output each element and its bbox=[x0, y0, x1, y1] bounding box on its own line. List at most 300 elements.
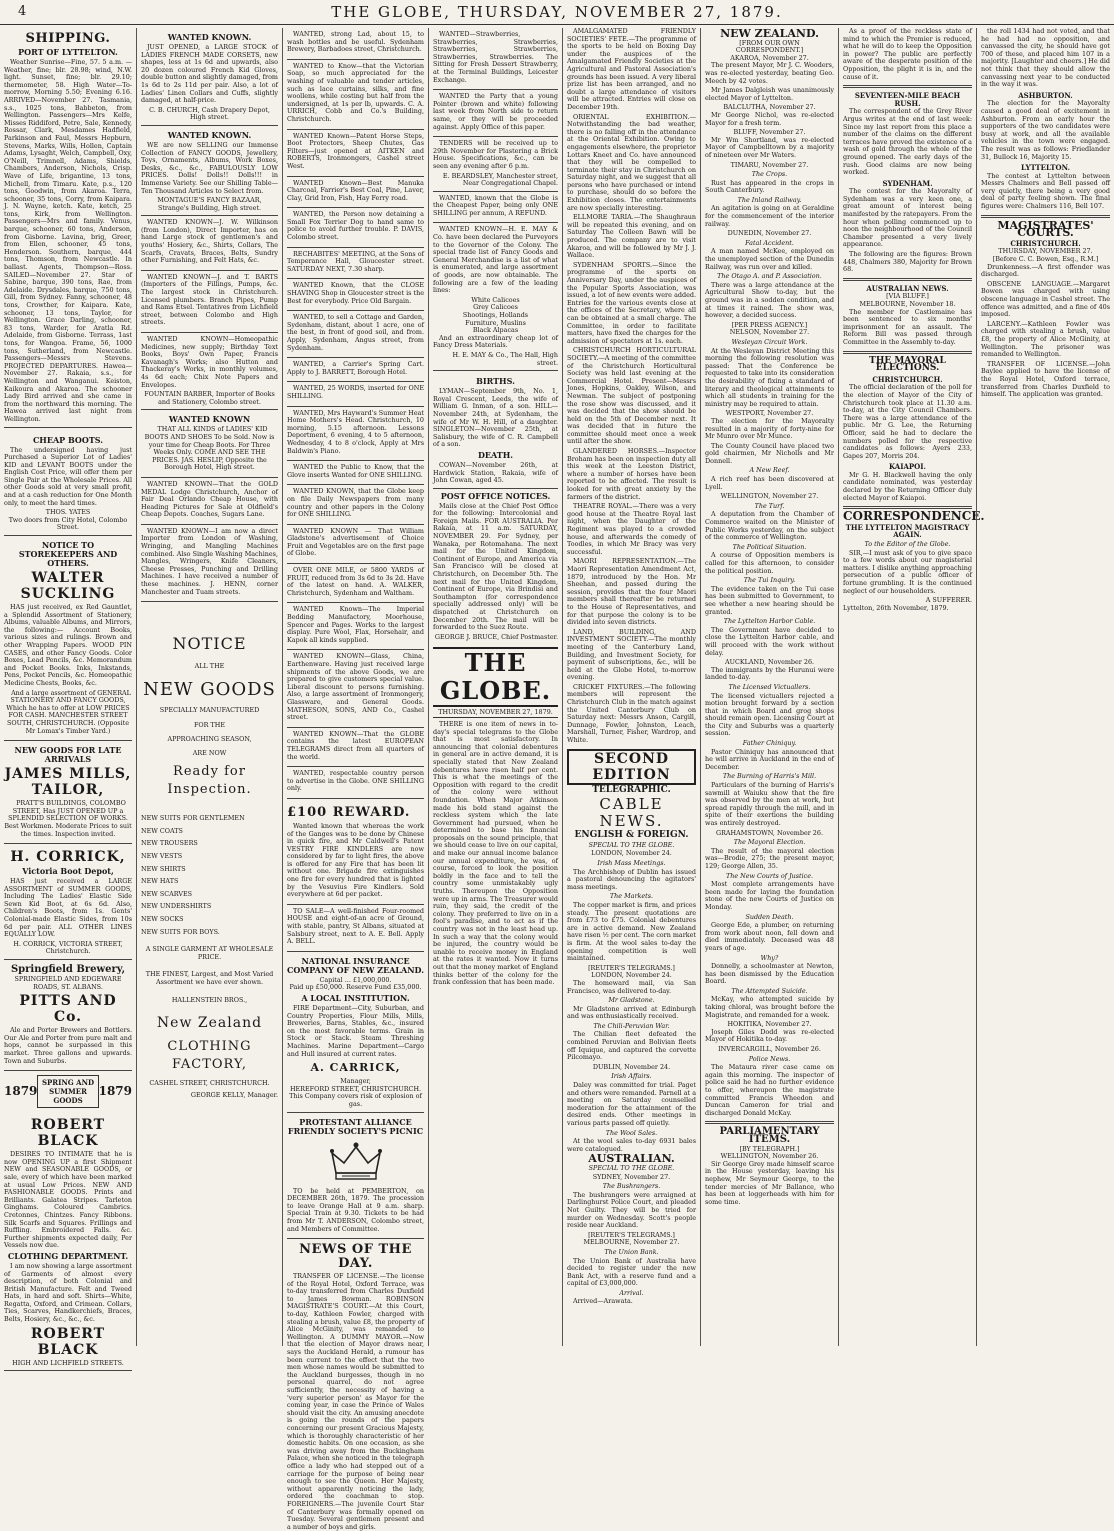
editorial-dateline: THURSDAY, NOVEMBER 27, 1879. bbox=[433, 709, 558, 718]
church-corsets-ad bbox=[141, 28, 278, 126]
ad-text: WANTED to Know—that the Victorian Soap, so much appreciated for the washing of valuable and tender articles, such as lace curtains, silks, and fine woollens, while costing but half from the undersigned, at 1s per lb, upwards. C. A. URRICH, Cobb and Co.'s Building, Christchurch. bbox=[287, 61, 424, 123]
ad-text: WANTED, 25 WORDS, inserted for ONE SHILLING. bbox=[287, 384, 424, 400]
divider bbox=[843, 278, 972, 281]
story-text: The member for Castlemaine has been sentenced to six months' imprisonment for an assault. The Reform Bill was passed through Committee in the Assembly to-day. bbox=[843, 307, 972, 346]
second-edition-banner: SECOND EDITION bbox=[567, 749, 696, 785]
dateline: AUCKLAND, November 26. bbox=[724, 658, 815, 667]
news-item: THEATRE ROYAL.—There was a very good house at the Theatre Royal last night, when the Daughter of the Regiment was played to a crowded house, and afterwards the comedy of Toodles, in which Mr Bracy was very successful. bbox=[567, 502, 696, 556]
classified-ad bbox=[433, 28, 558, 90]
dateline: TIMARU, November 27. bbox=[730, 160, 809, 169]
classified-ad bbox=[433, 192, 558, 224]
dateline: WESTPORT, November 27. bbox=[725, 409, 814, 418]
suckling-ad bbox=[4, 536, 132, 741]
ad-text: WANTED KNOWN—H. E. MAY & Co. have been declared the Purveyors to the Governor of the Colony. The special trade list of Fancy Goods and General Merchandise is a list of what is enumerated, and large assortment of goods, are now obtainable. The following are a few of the leading lines: bbox=[433, 225, 558, 295]
editorial-masthead: THE GLOBE. bbox=[433, 647, 558, 707]
ad-heading: WANTED KNOWN. bbox=[167, 32, 252, 42]
story-text: The bushrangers were arraigned at Darlinghurst Police Court, and pleaded Not Guilty. They will be tried for murder on Wednesday. Scott's people reside near Auckland. bbox=[567, 1190, 696, 1230]
ad-text: WANTED KNOWN—J. and T. BARTS (Importers of the Fillings, Pumps, &c. The largest stock in Christchurch. Licensed plumbers. Branch Pipes, Pump and Rams Etsel. Tentatives from Lichfield street, between Colombo and High streets. bbox=[141, 272, 278, 327]
story-text: The result of the mayoral election was—Brodie, 275; the present mayor, 129; George Allen, 35. bbox=[705, 846, 834, 870]
suits-list-item: NEW SCARVES bbox=[141, 889, 192, 898]
ad-text: OVER ONE MILE, or 5800 YARDS of FRUIT, reduced from 3s 6d to 3s 2d. Have of the latest on hand. A. WALKER, Christchurch, Sydenham and Waltham. bbox=[287, 566, 424, 597]
story-text: Arrived—Arawata. bbox=[573, 1297, 633, 1306]
montague-ad bbox=[141, 126, 278, 216]
hallenstein-ad bbox=[141, 602, 278, 1102]
story-heading: The Lyttelton Harbor Cable. bbox=[723, 617, 816, 626]
story-text: A rich reef has been discovered at Lyell. bbox=[705, 475, 834, 491]
barts-ad bbox=[141, 271, 278, 333]
dateline: MELBOURNE, November 27. bbox=[583, 1238, 680, 1247]
dateline: LONDON, November 24. bbox=[591, 849, 672, 858]
advertiser-name: JAMES MILLS, TAILOR, bbox=[4, 766, 132, 799]
dateline: BLUFF, November 27. bbox=[733, 128, 806, 137]
suits-list-item: NEW SUITS FOR GENTLEMEN bbox=[141, 814, 245, 823]
classified-ad bbox=[287, 767, 424, 799]
ad-signature: C. B. CHURCH, Cash Drapery Depot, High street. bbox=[149, 105, 270, 122]
corrick-ad bbox=[4, 844, 132, 960]
suits-list-item: NEW SUITS FOR BOYS. bbox=[141, 927, 220, 936]
story-heading: SEVENTEEN-MILE BEACH RUSH. bbox=[854, 91, 961, 108]
news-item: CRICKET FIXTURES.—The following members will represent the Christchurch Club in the match against the United Canterbury Club on Saturday next: Messrs Anson, Cargill, Dunnage, Fowler, Johnston, Leach, Marshall, Turner, Fisher, Wardrop, and White. bbox=[567, 682, 696, 745]
story-text: Sir George Grey made himself scarce in the House yesterday, leaving his nephew, Mr Seymour George, to the tender mercies of Mr Ballance, who has been at loggerheads with him for some time. bbox=[705, 1159, 834, 1206]
story-heading: The Otago A. and P. Association. bbox=[717, 272, 822, 281]
story-text: At the Wesleyan District Meeting this morning the following resolution was passed: That the Conference be requested to take into its consideration the desirability of fixing a standard of literary and theological attainments to which all students in training for the ministry may be required to attain. bbox=[705, 346, 834, 408]
story-text: An agitation is going on at Geraldine for the commencement of the interior railway. bbox=[705, 204, 834, 228]
ad-line: THE FINEST, Largest, and Most Varied Assortment we have ever shown. bbox=[145, 970, 274, 986]
ad-text: I am now showing a large assortment of Garments of almost every description, of both Colonial and British Manufacture. Felt and Tweed Hats, in hard and soft. Shirts—White, Regatta, Oxford, and Crimean. Collars, Ties, Scarves, Handkerchiefs, Braces, Belts, Hosiery, &c., &c., &c. bbox=[4, 1261, 132, 1324]
classified-ad bbox=[287, 485, 424, 524]
story-text: There was a large attendance at the Agricultural Show to-day, but the ground was in a sodden condition, and at times it rained. The show was, however, a decided success. bbox=[705, 280, 834, 320]
advertiser-name: Springfield Brewery, bbox=[10, 964, 126, 976]
correspondence-heading: CORRESPONDENCE. bbox=[843, 509, 985, 524]
story-heading: The Union Bank. bbox=[604, 1247, 659, 1256]
divider bbox=[981, 215, 1110, 218]
letter-date: Lyttelton, 26th November, 1879. bbox=[843, 603, 949, 612]
court-case: LARCENY.—Kathleen Fowler was charged with stealing a brush, value £8, the property of Alice McGinity, at Wellington. The prisoner was remanded to Wellington. bbox=[981, 319, 1110, 359]
suits-list-item: NEW VESTS bbox=[141, 851, 183, 860]
source-credit: [FROM OUR OWN CORRESPONDENT.] bbox=[735, 38, 804, 55]
ad-signature: MONTAGUE'S FANCY BAZAAR, Strange's Building, High street. bbox=[157, 196, 262, 212]
ad-text-closing: And a large assortment of GENERAL STATIONERY AND FANCY GOODS, Which he has to offer at LOW PRICES FOR CASH. MANCHESTER STREET SOUTH, CHRISTCHURCH. (Opposite Mr Lomax's Timber Yard.) bbox=[6, 688, 131, 735]
advertiser-name: WALTER SUCKLING bbox=[20, 570, 116, 603]
court-bench: [Before C. C. Bowen, Esq., R.M.] bbox=[992, 255, 1099, 264]
leader-article: THERE is one item of news in to-day's special telegrams to the Globe that is most satisfactory. In announcing that colonial debentures in general are in active demand, it is specially stated that New Zealand debentures have risen half per cent. This is what the meetings of the Opposition with regard to the credit of the colony were without foundation. When Major Atkinson made his bold stand against the reckless system which the late Government had pursued, when he determined to base his financial proposals on the sound principle, that we should cease to live on our capital, and make our annual income balance our annual expenditure, he was, of course, forced to look the position boldly in the face and to tell the country some unmistakably ugly truths. Thereupon the Opposition were up in arms. The Treasurer would ruin, they said, the credit of the colony. They preferred to live on in a fool's paradise, and to act as if the country was not in the least head up. In such a way that the colony would be injured, the country would be unable to receive money in England at the rates it wanted. Now it turns out that the money market of England thinks better of the colony for the frank confession that has been made. bbox=[433, 719, 558, 987]
ad-text: TENDERS will be received up to 29th November for Plastering a Brick House. Specifications, &c., can be seen any evening after 6 p.m. bbox=[433, 139, 558, 170]
ad-signature: THOS. YATES bbox=[45, 508, 91, 517]
australian-heading: AUSTRALIAN. bbox=[588, 1152, 675, 1166]
ad-text: WANTED, Mrs Hayward's Summer Heat Home Mothers's Head. Christchurch, 10 morning, 5.15 afternoon. Lessons Deportment, 6 evening, 4 to 5 afternoon, Wednesday, 4 to 8 o'clock, Apply at Mrs Baldwin's Piano. bbox=[287, 408, 424, 455]
letter-text: SIR,—I must ask of you to give space to a few words about our magisterial matters. I dislike anything approaching persecution of a public officer of fortune grumbling. It is the continued neglect of our householders. bbox=[843, 548, 972, 595]
story-heading: Irish Mass Meetings. bbox=[597, 859, 666, 867]
advertiser-signature: ROBERT BLACK bbox=[30, 1325, 106, 1358]
column-6 bbox=[700, 28, 838, 1346]
news-item: ELLMORE TARIA.—The Shaughraun will be repeated this evening, and on Saturday The Colleen Bawn will be produced. The company are to visit Akaroa, and will be followed by Mr J. J. Wallace. bbox=[567, 213, 696, 260]
story-text: A course of Opposition members is called for this afternoon, to consider the political position. bbox=[705, 551, 834, 575]
story-heading: LYTTELTON. bbox=[1020, 163, 1071, 173]
classified-ad bbox=[287, 279, 424, 311]
story-heading: AUSTRALIAN NEWS. bbox=[866, 283, 949, 293]
deaths-heading: DEATH. bbox=[477, 449, 514, 460]
story-text: The Mataura river case came on again this morning. The inspector of police said he had no further evidence to offer, whereupon the magistrate committed Francis Wheedon and Duncan Cameron for trial and discharged Donald McKay. bbox=[705, 1063, 834, 1117]
ad-text: WANTED—Strawberries, Strawberries, Strawberries, Strawberries, Strawberries, Strawberries, Strawberries. The Sitting for Fresh Dessert Strawberry, at the Terminal Buildings, Leicester Exchange. bbox=[433, 30, 558, 84]
parliamentary-heading: PARLIAMENTARY ITEMS. bbox=[719, 1126, 820, 1145]
ad-text: TO be held at PEMBERTON, on DECEMBER 26th, 1879. The procession to leave Orange Hall at 9 a.m. sharp. Special Train at 9.30. Tickets to be had from Mr T. ANDERSON, Colombo street, and Members of Committee. bbox=[287, 1186, 424, 1233]
list-item: Furniture, Muslins bbox=[465, 318, 526, 327]
heslip-ad bbox=[141, 410, 278, 478]
ad-firm: HALLENSTEIN BROS., bbox=[171, 995, 248, 1004]
ad-subheading: A LOCAL INSTITUTION. bbox=[301, 993, 410, 1003]
ad-line: ALL THE bbox=[194, 662, 225, 671]
story-text: Donnelly, a schoolmaster at Newton, has been dismissed by the Education Board. bbox=[705, 962, 834, 986]
dateline: WELLINGTON, November 26. bbox=[720, 1152, 819, 1161]
ad-heading-ready: Ready for Inspection. bbox=[167, 764, 252, 798]
henn-ad bbox=[141, 525, 278, 602]
source-credit: [BY TELEGRAPH.] bbox=[739, 1144, 800, 1153]
news-of-the-day-heading: NEWS OF THE DAY. bbox=[299, 1242, 412, 1272]
crown-emblem-icon bbox=[326, 1139, 386, 1185]
ad-text: FIRE Department—City, Suburban, and Country Properties, Flour Mills, Mills, Breweries, Barns, Stables, &c., insured on the most favorable terms. Grain in Stock or Stack. Steam Threshing Machines. Marine Department—Cargo and Hull insured at current rates. bbox=[287, 1004, 424, 1058]
shipping-report: Weather Sunrise—Fine, 57. 5 a.m. —Weather, fine; blr. 28.98; wind, N.W. light. Sunset, fine; blr. 29.10; thermometer, 58. High Water—To-morrow, Morning 5.50; Evening 6.16. ARRIVED—November 27. Tasmania, s.s., 1025 tons, Babbeton, from Wellington. Passengers—Mrs Kelfe, Misses Riddiford, Petre, Sale, Kennedy, Rossar, Clark, Mesdames Hadfield, Parkinson and Faul, Messrs Hepburn, Stevens, Marks, Wills, Hollen, Captain Adams, Lysaght, Welch, Campbell, Oxy, O'Neill, Trimnell, Adams, Shields, Chambers, Anderson, Nichols, Crisp. Wave of Life, brigantine, 13 tons, Michell, from Timaru. Kate, p.s., 120 tons, Goodwin, from Akaroa. Terra, schooner, 35 tons, Corry, from Kaipara. J. N. Wayne, ketch. Kate, ketch, 25 tons, Kirk, from Wellington. Passengers—Mrs and family. Venus, barque, schooner, 60 tons, Anderson, from Gisborne. Lavina, brig, Greer, from Ellen, schooner, 45 tons, Henderson. Southern, barque, 444 tons, Thomson, from Newcastle. In ballast. Agents, Thompson—Ross. SAILED—November 27. Star of Sabine, barque, 390 tons, Rae, from Adelaide. Drysdales, barque, 750 tons, Gill, from Sydney. Fanny, schooner, 48 tons, Crowther, for Kaipara. Kate, schooner, 13 tons, Taylor, for Wellington. Grace Darling, schooner, 83 tons, Warder, for Aratla Rd. Adelaide, from Gisborne. Terrass, 1ast tons, for Wangoa. Frame, 56, 1000 tons, Sutherland, from Newcastle. Passengers—Messrs Stevens. PROJECTED DEPARTURES. Hawea—November 27. Rakaia, s.s., for Wellington and Wanganui. Keiston, Kaikoura and Akaroa. The schooner Lady Bird arrived and she came in from the northward this morning. The Hawea arrived last night from Wellington. bbox=[4, 58, 132, 423]
port-heading: PORT OF LYTTELTON. bbox=[18, 47, 118, 57]
ad-text: DESIRES TO INTIMATE that he is now OPENING UP a first Shipment NEW and SEASONABLE GOODS, or sale, every of which have been marked at usual Low Prices. NEW AND FASHIONABLE GOODS. Prints and Brilliants. Galatea Stripes. Tarleton Ginghams. Coloured Cambrics. Cretonnes, Chintzes. Fancy Ribbons. Silk Scarfs and Squares. Frillings and Ruffling. Embroidered Falls. &c. Further shipments expected daily, Per Vessels now due. bbox=[4, 1150, 132, 1250]
story-text: Mr James Dalgleish was unanimously elected Mayor of Lyttelton. bbox=[705, 86, 834, 102]
page-number: 4 bbox=[18, 4, 29, 19]
story-text: The contest at Lyttelton between Messrs Chalmers and Bell passed off very quietly, there being a very good deal of party feeling shown. The final figures were: Chalmers 116, Bell 107. bbox=[981, 171, 1110, 211]
column-4 bbox=[428, 28, 562, 1346]
story-text: As a proof of the reckless state of mind to which the Premier is reduced, what he will do to keep the Opposition in power? The public are perfectly aware of the desperate position of the Opposition, the plight it is in, and the cause of it. bbox=[843, 27, 972, 81]
advertiser-name: H. CORRICK, bbox=[10, 849, 126, 866]
dateline: INVERCARGILL, November 26. bbox=[718, 1045, 821, 1054]
ad-text: WANTED, the Person now detaining a Small Fox Terrier Dog to hand same to police to avoid further trouble. P. DAVIS, Colombo street. bbox=[287, 210, 424, 242]
column-8 bbox=[976, 28, 1114, 1346]
dateline: NELSON, November 27. bbox=[729, 328, 810, 337]
story-text: Pastor Chiniquy has announced that he will arrive in Auckland in the end of December. bbox=[705, 747, 834, 771]
story-text: The evidence taken on the Tui case has been submitted to Government, to see whether a new hearing should be granted. bbox=[705, 584, 834, 616]
gold-medal-ad bbox=[141, 478, 278, 525]
news-item: AMALGAMATED FRIENDLY SOCIETIES' FETE.—The programme of the sports to be held on Boxing Day under the auspices of the Amalgamated Friendly Societies at the Agricultural and Pastoral Association's grounds has been issued. A very liberal prize list has been arranged, and no doubt a large attendance of visitors will be attracted. Entries will close on December 19th. bbox=[567, 27, 696, 111]
births-text: LYMAN—September 9th, No. 1, Royal Crescent, Leeds, the wife of William G. Inman, of a son. HILL—November 24th, at Sydenham, the wife of Mr W. H. Hill, of a daughter. SINGLETON—November 25th, at Salisbury, the wife of C. R. Campbell of a son. bbox=[433, 387, 558, 449]
story-heading: The Turf. bbox=[754, 501, 785, 510]
classified-ad bbox=[287, 130, 424, 177]
story-text: The present Mayor, Mr J. C. Wooders, was re-elected yesterday, beating Geo. Meech by 42 votes. bbox=[705, 61, 834, 85]
suits-list bbox=[141, 815, 278, 936]
ad-line: ARE NOW bbox=[192, 748, 227, 757]
classified-ad bbox=[287, 650, 424, 727]
divider bbox=[4, 427, 132, 428]
ad-heading: NEW GOODS FOR LATE ARRIVALS bbox=[14, 745, 122, 765]
ad-line-factory: CLOTHING FACTORY, bbox=[167, 1039, 252, 1073]
ad-heading: WANTED KNOWN. bbox=[167, 129, 252, 140]
ad-text: And an extraordinary cheap lot of Fancy Dress Materials. bbox=[433, 333, 558, 350]
letter-salutation: To the Editor of the Globe. bbox=[864, 540, 951, 549]
ad-line: SPECIALLY MANUFACTURED bbox=[159, 705, 260, 714]
classified-ad bbox=[287, 248, 424, 280]
ad-signature: FOUNTAIN BARBER, Importer of Books and Stationery, Colombo street. bbox=[144, 390, 275, 406]
ad-address: SPRINGFIELD AND EDGEWARE ROADS, ST. ALBANS. bbox=[14, 975, 122, 991]
story-text: Mr Gladstone arrived at Edinburgh and was enthusiastically received. bbox=[567, 1004, 696, 1021]
story-heading: ASHBURTON. bbox=[1018, 90, 1073, 100]
may-ad bbox=[433, 223, 558, 371]
ad-text: HAS just received a LARGE ASSORTMENT of SUMMER GOODS, Including The Ladies' Elastic Side Sewn Kid Boot, at 6s 6d. Also, Children's Boots, from 1s. Gents' Colonial-made Elastic Sides, from 10s 6d per pair. ALL OTHER LINES EQUALLY LOW. bbox=[4, 877, 132, 939]
ad-text: PRATT'S BUILDINGS, COLOMBO STREET, Has JUST OPENED UP a SPLENDID SELECTION OF WORKS. Best Workmen. Moderate Prices to suit the times. Inspection invited. bbox=[4, 799, 132, 838]
dateline: AKAROA, November 27. bbox=[730, 53, 809, 62]
births-heading: BIRTHS. bbox=[476, 376, 515, 387]
ad-text: WANTED KNOWN—I am now a direct Importer from London of Washing, Wringing, and Mangling Machines combined. Also Single Washing Machines, Mangles, Wringers, Knife Cleaners, Cheese Presses, Punching and Drilling Machines. I have received a number of these machines. J. HENN, corner Manchester and Tuam streets. bbox=[141, 526, 278, 596]
ad-heading: CLOTHING DEPARTMENT. bbox=[7, 1250, 129, 1261]
ad-address: HEREFORD STREET, CHRISTCHURCH. bbox=[289, 1084, 422, 1093]
ad-text: WANTED Known, that the CLOSE SHAVING Shop in Gloucester street is the Best for everybody. Price Old Bargain. bbox=[287, 281, 424, 305]
ad-text: WANTED Known—Patent Horse Steps, Boot Protectors, Sheep Chutes, Gas Filters—just opened at AITKEN and ROBERTS, Ironmongers, Cashel street West. bbox=[287, 131, 424, 170]
post-office-heading: POST OFFICE NOTICES. bbox=[440, 490, 551, 501]
ad-text: WANTED Known—The Imperial Bedding Manufactory, Moorhouse, Spencer and Pages. Works to the largest display. Pure Wool, Flax, Horsehair, and Kapok all kinds supplied. bbox=[287, 605, 424, 644]
column-7 bbox=[838, 27, 985, 1346]
ad-heading: PROTESTANT ALLIANCE FRIENDLY SOCIETY'S PICNIC bbox=[287, 1116, 424, 1136]
news-item: ORIENTAL EXHIBITION.—Notwithstanding the bad weather, there is no falling off in the attendance at the Oriental Exhibition. Owing to engagements elsewhere, the proprietor Lottars Kneet and Co. have announced that they will be compelled to terminate their stay in Christchurch on Saturday night, and we suggest that all persons who have purchased or intend to purchase, should do so before the Exhibition closes. The entertainments are now specially interesting. bbox=[567, 112, 696, 212]
suits-list-item: NEW UNDERSHIRTS bbox=[141, 902, 212, 911]
column-2 bbox=[136, 28, 282, 1346]
ad-line-nz: New Zealand bbox=[156, 1015, 263, 1032]
ad-line: Capital ... £1,000,000. bbox=[319, 975, 392, 984]
news-item: SYDENHAM SPORTS.—Since the programme of the sports on Anniversary Day, under the auspices of the Popular Sports Association, was issued, a lot of new events were added. Entries for the various events close at the offices of the Secretary, where all can be obtained at a small charge. The Committee, in order to facilitate matters, have fixed the charges for the admission of spectators at 1s. each. bbox=[567, 260, 696, 345]
shipping-heading: SHIPPING. bbox=[25, 31, 111, 46]
story-heading: Sudden Death. bbox=[745, 912, 794, 921]
classified-ad bbox=[287, 28, 424, 60]
homeopathic-ad bbox=[141, 333, 278, 410]
divider bbox=[433, 488, 558, 489]
classified-ad bbox=[287, 60, 424, 130]
ad-text: HAS just received, ex Red Gauntlet, a Splendid Assortment of Stationery, Albums, valuable Albums, and Mirrors, the following:— Account Books, various sizes and rulings. Brown and other Wrapping Papers. WOOD PIN CASES, and other Fancy Goods. Color Boxes, Lead Pencils, &c. Memorandum and Pocket Books. Inks, Inkstands, Pens, Pocket Pencils, &c. Homeopathic Medicine Chests, Books, &c. bbox=[4, 603, 132, 687]
ad-text: Ale and Porter Brewers and Bottlers. Our Ale and Porter from pure malt and hops, cannot be surpassed in this market. Three gallons and upwards. Town and Suburbs. bbox=[4, 1026, 132, 1065]
ad-heading: NATIONAL INSURANCE COMPANY OF NEW ZEALAND. bbox=[287, 955, 424, 975]
story-text: The correspondent of the Grey River Argus writes at the end of last week: Since my last report from this place a number of the claims on the different terraces have proved the existence of a wash of gold through the whole of the ground opened. The early days of the rush. Good claims are now being worked. bbox=[843, 107, 972, 177]
divider bbox=[705, 1121, 834, 1124]
dateline: GRAHAMSTOWN, November 26. bbox=[716, 828, 823, 837]
ad-text: WANTED KNOWN—Glass, China, Earthenware. Having just received large shipments of the above Goods, we are prepared to give customers special value. Liberal discount to persons furnishing. Also, a large assortment of Ironmongery, Glassware, and General Goods. MATHESON, SONS, AND Co., Cashel street. bbox=[287, 652, 424, 722]
story-text: A deputation from the Chamber of Commerce waited on the Minister of Public Works yesterday, on the subject of the commerce of Wellington. bbox=[705, 510, 834, 542]
ad-text: WE are now SELLING our Immense Collection of FANCY GOODS, Jewellery, Toys, Ornaments, Albums, Work Boxes, Desks, &c., &c., FABULOUSLY LOW PRICES. Dolls! Dolls!! Dolls!!! in Immense Variety. See our Shilling Table—Ten Thousand Articles to Select from. bbox=[141, 140, 278, 195]
season-label: SPRING AND SUMMER GOODS bbox=[37, 1075, 98, 1108]
mills-ad bbox=[4, 741, 132, 844]
story-text: the roll 1434 had not voted, and that he had had no opposition, and canvassed the city, he should have got 700 of these, and placed him 107 in a majority. [Laughter and cheers.] He did not think that they should allow the canvassing next year to be conducted in the way it was. bbox=[981, 27, 1110, 89]
story-text: The election for the Mayoralty caused a good deal of excitement in Ashburton. From an early hour the supporters of the two candidates were busy at work, and all the available vehicles in the town were engaged. The result was as follows: Friedlander 31, Bullock 16, Majority 15. bbox=[981, 99, 1110, 161]
story-heading: A New Reef. bbox=[749, 466, 790, 475]
story-heading: The Attempted Suicide. bbox=[731, 986, 808, 995]
story-heading: The Licensed Victuallers. bbox=[728, 682, 811, 691]
ad-line: FOR THE bbox=[193, 721, 226, 730]
ad-text: WANTED KNOWN—That the GOLD MEDAL Lodge Christchurch, Anchor of Fair Deal Orlando Cheap House, with Heading Pictures for Sale at Oldfield's Cheap Depots. Coaches, Sugars Lane. bbox=[141, 479, 278, 519]
classified-ad bbox=[287, 208, 424, 247]
picnic-ad bbox=[287, 1113, 424, 1240]
story-text: The official declaration of the poll for the election of Mayor of the City of Christchurch took place at 11.30 a.m. to-day, at the City Council Chambers. There was a large attendance of the public. Mr G. Lee, the Returning Officer, said he had to declare the numbers polled for the respective candidates as follows: Ayers 233, Gapes 207, Morris 204. bbox=[843, 383, 972, 460]
ad-text: TO SALE—A well-finished Four-roomed HOUSE and eight-of-an acre of Ground, with stable, pantry, St Albans, situated at Salsbury street, next to A. E. Bell. Apply A. BELL. bbox=[287, 906, 424, 946]
cheap-boots-ad bbox=[4, 431, 132, 537]
ad-text: WANTED KNOWN, that the Globe keep on file Daily Newspapers from many country and other papers in the Colony for ONE SHILLING. bbox=[287, 487, 424, 519]
column-1 bbox=[0, 28, 136, 1367]
source-credit: [REUTER'S TELEGRAMS.] bbox=[588, 963, 675, 972]
masthead bbox=[0, 0, 1114, 25]
ad-heading: WANTED KNOWN bbox=[168, 414, 251, 425]
story-text: At the wool sales to-day 6931 bales were catalogued. bbox=[567, 1137, 696, 1153]
advertiser-firm: PITTS AND Co. bbox=[19, 993, 117, 1026]
ad-heading: NOTICE TO STOREKEEPERS AND OTHERS. bbox=[18, 540, 118, 569]
dateline: MELBOURNE, November 18. bbox=[859, 300, 956, 308]
advertiser-subtitle: Victoria Boot Depot, bbox=[22, 866, 114, 877]
ad-text: WANTED KNOWN — That William Gladstone's advertisement of Choice Fruit and Vegetables are on the first page of Globe. bbox=[287, 526, 424, 558]
story-heading: The Inland Railway. bbox=[737, 195, 802, 204]
list-item: Shootings, Hollands bbox=[462, 311, 529, 319]
poll-results: The following are the figures: Brown 448, Chalmers 380, Majority for Brown 68. bbox=[843, 250, 972, 274]
story-heading: The Mayoral Election. bbox=[733, 838, 806, 847]
court-date: THURSDAY, NOVEMBER 27. bbox=[998, 247, 1093, 256]
english-foreign-heading: ENGLISH & FOREIGN. bbox=[574, 830, 689, 841]
ad-signature: GEORGE KELLY, Manager. bbox=[190, 1090, 278, 1099]
special-credit: SPECIAL TO THE GLOBE. bbox=[588, 840, 675, 849]
suits-list-item: NEW SOCKS bbox=[141, 914, 184, 923]
ad-text: RECHABITES' MEETING, at the Sons of Temperance Hall, Gloucester street. SATURDAY NEXT, 7.30 sharp. bbox=[287, 249, 424, 273]
dateline: SYDNEY, November 27. bbox=[592, 1172, 671, 1181]
season-year-left: 1879 bbox=[4, 1083, 38, 1098]
classified-ad bbox=[287, 382, 424, 406]
letter-heading: THE LYTTELTON MAGISTRACY AGAIN. bbox=[845, 522, 970, 540]
story-text: The election for the Mayoralty resulted in a majority of forty-nine for Mr Munro over Mr Munce. bbox=[705, 416, 834, 441]
story-heading: Father Chiniquy. bbox=[742, 739, 797, 748]
classified-ad bbox=[287, 728, 424, 767]
story-heading: Fatal Accident. bbox=[745, 238, 794, 247]
story-heading: The Wool Sales. bbox=[605, 1128, 658, 1137]
story-text: The Government have decided to close the Lyttelton Harbor cable, and will proceed with the work without delay. bbox=[705, 625, 834, 657]
source-credit: [VIA BLUFF.] bbox=[886, 292, 929, 301]
special-credit: SPECIAL TO THE GLOBE. bbox=[588, 1163, 675, 1172]
story-heading: The Bushrangers. bbox=[602, 1182, 661, 1191]
cable-news-heading: CABLE NEWS. bbox=[599, 795, 664, 831]
ad-heading-notice: NOTICE bbox=[172, 634, 247, 654]
letter-signature: A SUFFERER. bbox=[925, 596, 972, 605]
ad-text: WANTED Known—Best Manuka Charcoal, Farrier's Best Coal, Pine, Laver, Clay, Grid Iron, Fish, Hay Ferry road. bbox=[287, 178, 424, 202]
ad-line: APPROACHING SEASON, bbox=[167, 735, 252, 743]
ad-text: WANTED KNOWN—That the GLOBE contains the latest EUROPEAN TELEGRAMS direct from all quarters of the world. bbox=[287, 729, 424, 761]
classified-ad bbox=[287, 525, 424, 564]
story-text: Mr Wm Shortland, was re-elected Mayor of Campbelltown by a majority of nineteen over Mr Waters. bbox=[705, 135, 834, 159]
story-text: A man named McKee, employed on the unemployed section of the Dunedin Railway, was run over and killed. bbox=[705, 247, 834, 271]
ad-line: Manager, bbox=[340, 1077, 371, 1086]
story-heading: The Political Situation. bbox=[732, 542, 807, 551]
advertiser-name: A. CARRICK, bbox=[310, 1061, 401, 1075]
news-text: TRANSFER OF LICENSE.—The license of the Royal Hotel, Oxford Terrace, was to-day transferred from Charles Duxfield to James Bowman. ROBINSON MAGISTRATE'S COURT.—At this Court, to-day, Kathleen Fowler, charged with stealing a brush, value £8, the property of Alice McGinity, was remanded to Wellington. A DUMMY MAYOR.—Now that the election of Mayor draws near, says the Auckland Herald, a rumour has been current to the effect that the two men whose names would be submitted to the Auckland burgesses, though in no personal quarrel, do not agree sufficiently, the necessity of having a 'very superior person' as Mayor for the coming year, in case the Prince of Wales should visit the city. An amusing anecdote is going the rounds of the papers concerning our present Gracious Majesty, which is thoroughly characteristic of her domestic habits. On one occasion, as she was driving away from the Buckingham Palace, when she noticed in the telegraph office a lady who had stepped out of a carriage for the purpose of being near enough to see the Queen. Her Majesty, without apparently noticing the lady, ordered the coachman to stop. FOREIGNERS.—The juvenile Court Star of Canterbury was formally opened on Tuesday. Several gentlemen present and a number of boys and girls. bbox=[287, 1272, 424, 1531]
advertiser-name: ROBERT BLACK bbox=[30, 1117, 106, 1150]
story-text: Mr G. H. Blackwell having the only candidate nominated, was yesterday declared by the Returning Officer duly elected Mayor of Kaiapoi. bbox=[843, 470, 972, 502]
story-heading: Arrival. bbox=[619, 1288, 644, 1297]
ad-text: WANTED, respectable country person to advertise in the Globe. ONE SHILLING only. bbox=[287, 769, 424, 793]
story-text: Rust has appeared in the crops in South Canterbury. bbox=[705, 178, 834, 195]
story-text: McKay, who attempted suicide by taking chloral, was brought before the Magistrate, and remanded for a week. bbox=[705, 995, 834, 1019]
story-text: The Chilian fleet defeated the combined Peruvian and Bolivian fleets off Iquique, and captured the corvette Pilcomayo. bbox=[567, 1030, 696, 1062]
ad-heading-new-goods: NEW GOODS bbox=[143, 678, 276, 700]
court-case: TRANSFER OF LICENSE.—John Baylee applied to have the license of the Royal Hotel, Oxford terrace, transferred from Charles Duxfield to himself. The application was granted. bbox=[981, 359, 1110, 399]
season-year-right: 1879 bbox=[98, 1083, 132, 1098]
insurance-ad bbox=[287, 952, 424, 1113]
ad-text: WANTED the Public to Know, that the Glove inserts Wanted for ONE SHILLING. bbox=[287, 463, 424, 479]
ad-signature: H. E. MAY & Co., The Hall, High street. bbox=[452, 350, 558, 367]
divider bbox=[843, 85, 972, 88]
story-heading: Irish Affairs. bbox=[611, 1072, 652, 1081]
dateline: LONDON, November 24. bbox=[591, 971, 672, 980]
tender-ad bbox=[433, 137, 558, 192]
brewery-ad bbox=[4, 960, 132, 1071]
ad-note: This Company covers risk of explosion of gas. bbox=[289, 1092, 422, 1108]
story-text: Joseph Giles Dodd was re-elected Mayor of Hokitika to-day. bbox=[705, 1027, 834, 1044]
story-heading: The Burning of Harris's Mill. bbox=[722, 772, 817, 781]
story-text: The Archbishop of Dublin has issued a pastoral denouncing the agitators' mass meetings. bbox=[567, 867, 696, 891]
classified-ad bbox=[287, 564, 424, 603]
story-text: Daley was committed for trial. Paget and others were remanded. Parnell at a meeting on Saturday counselled moderation for the attainment of the desired ends. Other meetings in various parts passed off quietly. bbox=[567, 1081, 696, 1127]
story-heading: Mr Gladstone. bbox=[608, 996, 655, 1005]
ad-text: WANTED KNOWN—J. W. Wilkinson (from London), Direct Importer, has on hand Large stock of gentlemen's and youths' Hosiery, &c., Shirts, Collars, The Scarfs, Cravats, Braces, Belts, Sundry other Furnishing, and Felt Hats, &c. bbox=[141, 218, 278, 265]
story-text: Most complete arrangements have been made for laying the foundation stone of the new Courts of Justice on Monday. bbox=[705, 880, 834, 911]
ad-text: THAT ALL KINDS of LADIES' KID BOOTS AND SHOES To be Sold. Now is your time for Cheap Boots. For Three Weeks Only. COME AND SEE THE PRICES. JAS. HESLIP, Opposite the Borough Hotel, High street. bbox=[144, 425, 275, 472]
ad-signature: E. BEARDSLEY, Manchester street, Near Congregational Chapel. bbox=[442, 171, 558, 188]
story-heading: The Markets. bbox=[609, 892, 654, 901]
news-item: MAORI REPRESENTATION.—The Maori Representation Amendment Act, 1879, introduced by the Hon. Mr Sheehan, and passed during the session, provides that the four Maori members shall thereafter be returned to the House of Representatives, and for that purpose the colony is to be divided into seven districts. bbox=[567, 557, 696, 627]
ad-text: WANTED KNOWN—Homeopathic Medicines, new supply; Birthday Text Books, Boys' Own Paper, Francis Kavanagh's Works; also Hutton and Thackeray's Works, in monthly volumes, 4s 6d each; Chix Note Papers and Envelopes. bbox=[141, 335, 278, 389]
story-heading: The Crops. bbox=[751, 170, 788, 179]
story-heading: Wesleyan Circuit Work. bbox=[731, 337, 808, 346]
column-5 bbox=[562, 28, 700, 1346]
story-heading: The New Courts of Justice. bbox=[725, 871, 814, 880]
ad-signature: H. CORRICK, VICTORIA STREET, Christchurch. bbox=[13, 939, 123, 956]
story-text: The Union Bank of Australia have decided to register under the new Bank Act, with a reserve fund and a capital of £3,000,000. bbox=[567, 1256, 696, 1288]
story-heading: Why? bbox=[760, 953, 779, 962]
classified-ad bbox=[287, 603, 424, 650]
telegraphic-heading: TELEGRAPHIC. bbox=[592, 784, 671, 795]
ad-text: Wanted known that whereas the work of the Ganges was to be done by Chinese in quick fire, and Mr Caldwell's Patent VESTRY FIRE KINDLERS are now considered by far to light fires, the above is offered for any Fire that has been lit without one. Brigade fire extinguishes one fire for every hundred that is lighted by the Vesuvius Fire Kindlers. Sold everywhere at 6d per packet. bbox=[287, 821, 424, 899]
ad-line: A SINGLE GARMENT AT WHOLESALE PRICE. bbox=[145, 945, 274, 961]
story-text: The copper market is firm, and prices steady. The present quotations are from £73 to £75. Colonial debentures are in active demand. New Zealand have risen ½ per cent. The corn market is firm. At the wool sales to-day the opening competition is well maintained. bbox=[567, 900, 696, 963]
classified-ad bbox=[287, 461, 424, 485]
postmaster-signature: GEORGE J. BRUCE, Chief Postmaster. bbox=[434, 632, 558, 641]
dateline: BALCLUTHA, November 27. bbox=[723, 103, 816, 112]
ad-text: The undersigned having just Purchased a Superior Lot of Ladies' KID and LEVANT BOOTS under the English Cost Price, will offer them per Single Pair at the Wholesale Prices. All other Goods sold at very small profit, and at a cash reduction for One Month only, to meet the hard times. bbox=[4, 445, 132, 507]
suits-list-item: NEW TROUSERS bbox=[141, 839, 198, 848]
season-banner bbox=[4, 1075, 132, 1108]
story-text: George Ede, a plumber, on returning from work about noon, fell down and died immediately. Deceased was 48 years of age. bbox=[705, 921, 834, 952]
news-item: GLANDERED HORSES.—Inspector Broham has been on inspection duty all this week at the Leeston District, where a number of horses have been reported to be affected. The result is looked for with great anxiety by the farmers of the district. bbox=[567, 447, 696, 501]
suits-list-item: NEW COATS bbox=[141, 826, 183, 835]
story-heading: Police News. bbox=[748, 1054, 791, 1063]
list-item: White Calicoes bbox=[471, 295, 520, 304]
black-ad bbox=[4, 1112, 132, 1371]
suits-list-item: NEW SHIRTS bbox=[141, 864, 186, 873]
story-heading: SYDENHAM. bbox=[882, 178, 933, 188]
dateline: DUNEDIN, November 27. bbox=[727, 229, 812, 238]
story-text: The homeward mail, via San Francisco, was delivered to-day. bbox=[567, 978, 696, 995]
new-zealand-heading: NEW ZEALAND. bbox=[720, 27, 819, 40]
news-item: CHRISTCHURCH HORTICULTURAL SOCIETY.—A meeting of the committee of the Christchurch Horticultural Society was held last evening at the Commercial Hotel. Present—Messrs Jones, Hopkins, Oakley, Wilson, and Newman. The subject of postponing the rose show was discussed, and it was decided that the show should be held on the 5th of December next. It was decided that in future the committee should meet once a week until after the show. bbox=[567, 346, 696, 446]
mayoral-elections-heading: THE MAYORAL ELECTIONS. bbox=[869, 355, 946, 374]
ad-text: WANTED, to sell a Cottage and Garden, Sydenham, distant, about 1 acre, one of the best, in front of good soil, and from. Apply, Sydenham, Angus street, from Sydenham. bbox=[287, 313, 424, 352]
dateline: DUBLIN, November 24. bbox=[592, 1062, 671, 1071]
magistrates-courts-heading: MAGISTRATES' COURTS. bbox=[997, 218, 1094, 240]
classified-ad bbox=[287, 358, 424, 382]
ad-line: Paid up £50,000. Reserve Fund £35,000. bbox=[289, 983, 422, 992]
deaths-text: COWAN—November 26th, at Hardwick Station, Rakaia, wife of John Cowan, aged 45. bbox=[433, 460, 558, 485]
ad-text: WANTED the Party that a young Pointer (brown and white) following last week from North side to return same, or they will be proceeded against. Apply Office of this paper. bbox=[433, 92, 558, 131]
story-text: The licensed victuallers rejected a motion brought forward by a section that in which Board and grog shops should remain open. Licensing Court at the City and Suburbs was a quarterly session. bbox=[705, 691, 834, 738]
story-text: The contest for the Mayoralty of Sydenham was a very keen one, a great amount of interest being manifested by the ratepayers. From the hour when polling commenced up to noon the neighbourhood of the Council Chamber presented a very lively appearance. bbox=[843, 187, 972, 249]
reward-ad bbox=[287, 799, 424, 905]
source-credit: [PER PRESS AGENCY.] bbox=[731, 320, 808, 329]
column-3 bbox=[282, 28, 428, 1531]
newspaper-title: THE GLOBE, THURSDAY, NOVEMBER 27, 1879. bbox=[331, 3, 783, 21]
ad-text: WANTED, strong Lad, about 15, to wash bottles and be useful. Sydenham Brewery, Barbadoes street, Christchurch. bbox=[287, 30, 424, 54]
